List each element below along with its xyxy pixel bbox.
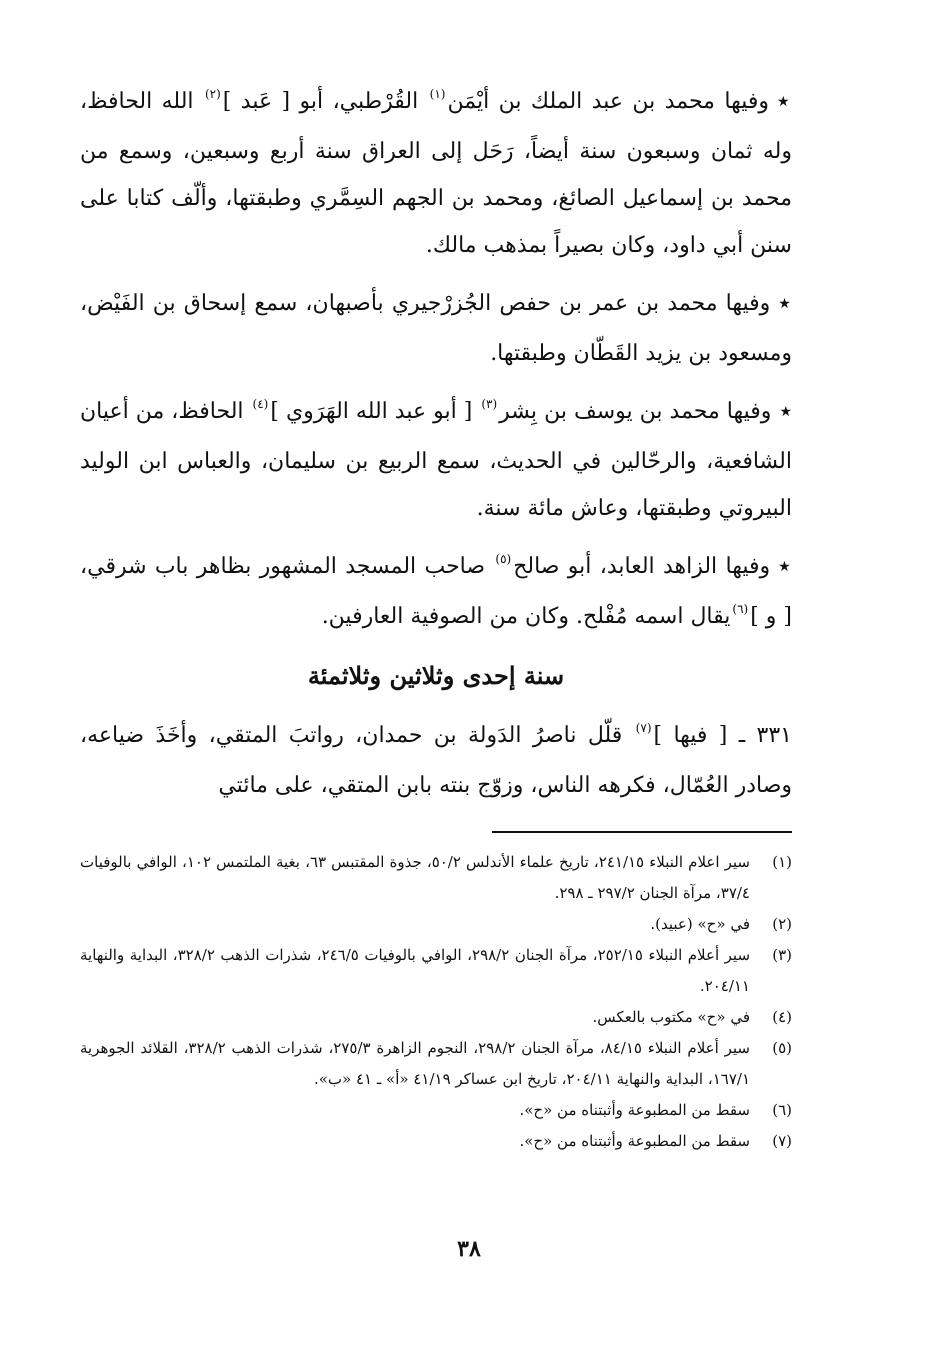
footnote-text: سقط من المطبوعة وأثبتناه من «ح». bbox=[519, 1101, 750, 1119]
star-icon: ★ bbox=[779, 404, 793, 420]
footnote-number: (٢) bbox=[772, 915, 792, 933]
footnote-4 bbox=[80, 1002, 792, 1033]
footnote-3 bbox=[80, 940, 792, 1002]
footnote-5 bbox=[80, 1033, 792, 1095]
footnote-number: (٤) bbox=[772, 1008, 792, 1026]
entry-jurjiri bbox=[80, 280, 792, 377]
footnote-number: (٥) bbox=[772, 1039, 792, 1057]
footnote-2 bbox=[80, 909, 792, 940]
footnote-text: سير أعلام النبلاء ٨٤/١٥، مرآة الجنان ٢٩٨/٢، النجوم الزاهرة ٢٧٥/٣، شذرات الذهب ٣٢٨/٢، القلائد الجوهرية ١٦٧/١، البداية والنهاية ٢٠٤/١١، تاريخ ابن عساكر ٤١/١٩ «أ» ـ ٤١ «ب». bbox=[80, 1039, 750, 1088]
footnote-1 bbox=[80, 847, 792, 909]
footnote-ref: (١) bbox=[429, 87, 446, 101]
entry-text: وفيها محمد بن عبد الملك بن أيْمَن bbox=[447, 89, 770, 114]
star-icon: ★ bbox=[778, 296, 792, 312]
entry-text: وفيها محمد بن عمر بن حفص الجُزرْجيري بأصبهان، سمع إسحاق بن الفَيْض، ومسعود بن يزيد القَطّان وطبقتها. bbox=[80, 291, 792, 366]
entry-text: القُرْطبي، أبو [ عَبد ] bbox=[222, 89, 428, 114]
footnote-ref: (٥) bbox=[495, 552, 512, 566]
footnote-number: (٣) bbox=[772, 946, 792, 964]
footnote-ref: (٣) bbox=[481, 397, 498, 411]
entry-ibn-bishr bbox=[80, 388, 792, 532]
entry-text: الله الحافظ، وله ثمان وسبعون سنة أيضاً، رَحَل إلى العراق سنة أربع وسبعين، وسمع من محمد بن إسماعيل الصائغ، ومحمد بن الجهم السِمَّري وطبقتها، وألّف كتابا على سنن أبي داود، وكان بصيراً بمذهب مالك. bbox=[80, 89, 792, 258]
footnote-number: (١) bbox=[772, 853, 792, 871]
entry-abu-salih bbox=[80, 543, 792, 643]
entry-text: وفيها محمد بن يوسف بن بِشر bbox=[499, 399, 772, 424]
footnote-separator bbox=[492, 831, 792, 833]
page-body bbox=[80, 78, 792, 1157]
footnote-text: سير أعلام النبلاء ٢٥٢/١٥، مرآة الجنان ٢٩٨/٢، الوافي بالوفيات ٢٤٦/٥، شذرات الذهب ٣٢٨/٢، البداية والنهاية ٢٠٤/١١. bbox=[80, 946, 751, 995]
footnote-text: سقط من المطبوعة وأثبتناه من «ح». bbox=[519, 1132, 750, 1150]
footnote-number: (٧) bbox=[772, 1132, 792, 1150]
footnote-6 bbox=[80, 1095, 792, 1126]
footnote-ref: (٧) bbox=[635, 721, 652, 735]
star-icon: ★ bbox=[777, 94, 792, 110]
numbered-entry-331 bbox=[80, 712, 792, 809]
footnote-text: في «ح» (عبيد). bbox=[650, 915, 750, 933]
entry-text: يقال اسمه مُفْلح. وكان من الصوفية العارفين. bbox=[321, 604, 731, 629]
footnote-ref: (٢) bbox=[204, 87, 221, 101]
footnote-ref: (٦) bbox=[732, 602, 749, 616]
entry-text: [ أبو عبد الله الهَرَوي ] bbox=[270, 399, 480, 424]
footnote-text: في «ح» مكتوب بالعكس. bbox=[592, 1008, 750, 1026]
entry-text: وفيها الزاهد العابد، أبو صالح bbox=[513, 554, 771, 579]
entry-ibn-ayman bbox=[80, 78, 792, 269]
entry-number: ٣٣١ ـ [ فيها ] bbox=[653, 723, 792, 748]
star-icon: ★ bbox=[778, 559, 792, 575]
footnote-ref: (٤) bbox=[252, 397, 269, 411]
footnote-7 bbox=[80, 1126, 792, 1157]
page-number: ٣٨ bbox=[457, 1236, 481, 1262]
entry-text: صاحب المسجد المشهور بظاهر باب شرقي، [ و ] bbox=[80, 554, 792, 629]
entry-text: قلّل ناصرُ الدَولة بن حمدان، رواتبَ المتقي، وأخَذَ ضياعه، وصادر العُمّال، فكرهه الناس، وزوّج بنته بابن المتقي، على مائتي bbox=[80, 723, 792, 798]
footnote-text: سير اعلام النبلاء ٢٤١/١٥، تاريخ علماء الأندلس ٥٠/٢، جذوة المقتبس ٦٣، بغية الملتمس ١٠٢، الوافي بالوفيات ٣٧/٤، مرآة الجنان ٢٩٧/٢ ـ ٢٩٨. bbox=[80, 853, 751, 902]
footnote-number: (٦) bbox=[772, 1101, 792, 1119]
entry-text: الحافظ، من أعيان الشافعية، والرحّالين في الحديث، سمع الربيع بن سليمان، والعباس ابن الوليد البيروتي وطبقتها، وعاش مائة سنة. bbox=[80, 399, 792, 521]
footnotes bbox=[80, 847, 792, 1157]
year-heading: سنة إحدى وثلاثين وثلاثمئة bbox=[307, 661, 565, 690]
